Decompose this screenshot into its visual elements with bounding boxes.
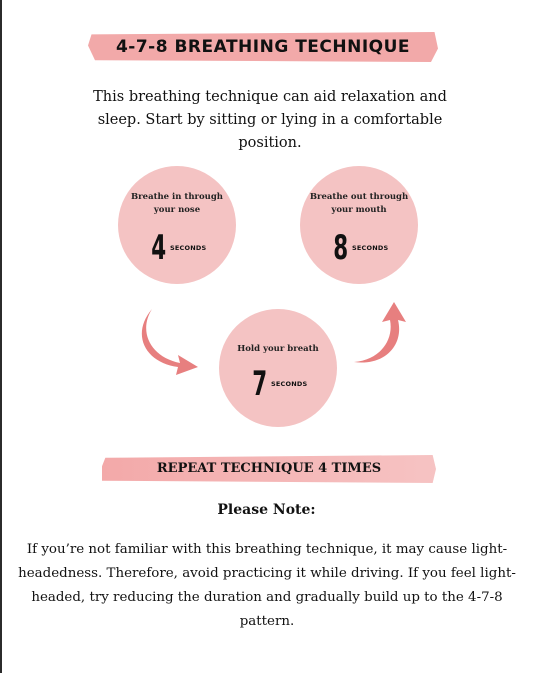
step-exhale-count xyxy=(300,228,418,268)
intro-text: This breathing technique can aid relaxation and sleep. Start by sitting or lying in a comfortable position. xyxy=(93,89,447,151)
curved-arrow-down-right-icon xyxy=(140,305,204,377)
step-inhale-count xyxy=(118,228,236,268)
step-exhale-unit: SECONDS xyxy=(352,244,389,252)
step-inhale-circle xyxy=(118,166,236,284)
step-hold-label: Hold your breath xyxy=(237,344,319,354)
curved-arrow-up-icon xyxy=(352,300,412,366)
step-hold-count xyxy=(219,364,337,404)
step-exhale-number: 8 xyxy=(332,228,348,268)
step-exhale-label: Breathe out through your mouth xyxy=(309,192,409,215)
step-hold-unit: SECONDS xyxy=(271,380,308,388)
note-body: If you’re not familiar with this breathing technique, it may cause light-headedness. Therefore, avoid practicing it while driving. If you feel light-headed, try reducing the duration and gradually build up to the 4-7-8 pattern. xyxy=(18,542,516,629)
step-inhale-unit: SECONDS xyxy=(170,244,207,252)
step-hold-circle xyxy=(219,309,337,427)
step-inhale-number: 4 xyxy=(150,228,166,268)
step-exhale-circle xyxy=(300,166,418,284)
step-hold-number: 7 xyxy=(251,364,267,404)
note-heading: Please Note: xyxy=(217,502,316,518)
repeat-instruction: REPEAT TECHNIQUE 4 TIMES xyxy=(156,461,382,476)
step-inhale-label: Breathe in through your nose xyxy=(131,192,223,215)
left-border-line xyxy=(0,0,2,673)
page-title: 4-7-8 BREATHING TECHNIQUE xyxy=(115,37,411,57)
